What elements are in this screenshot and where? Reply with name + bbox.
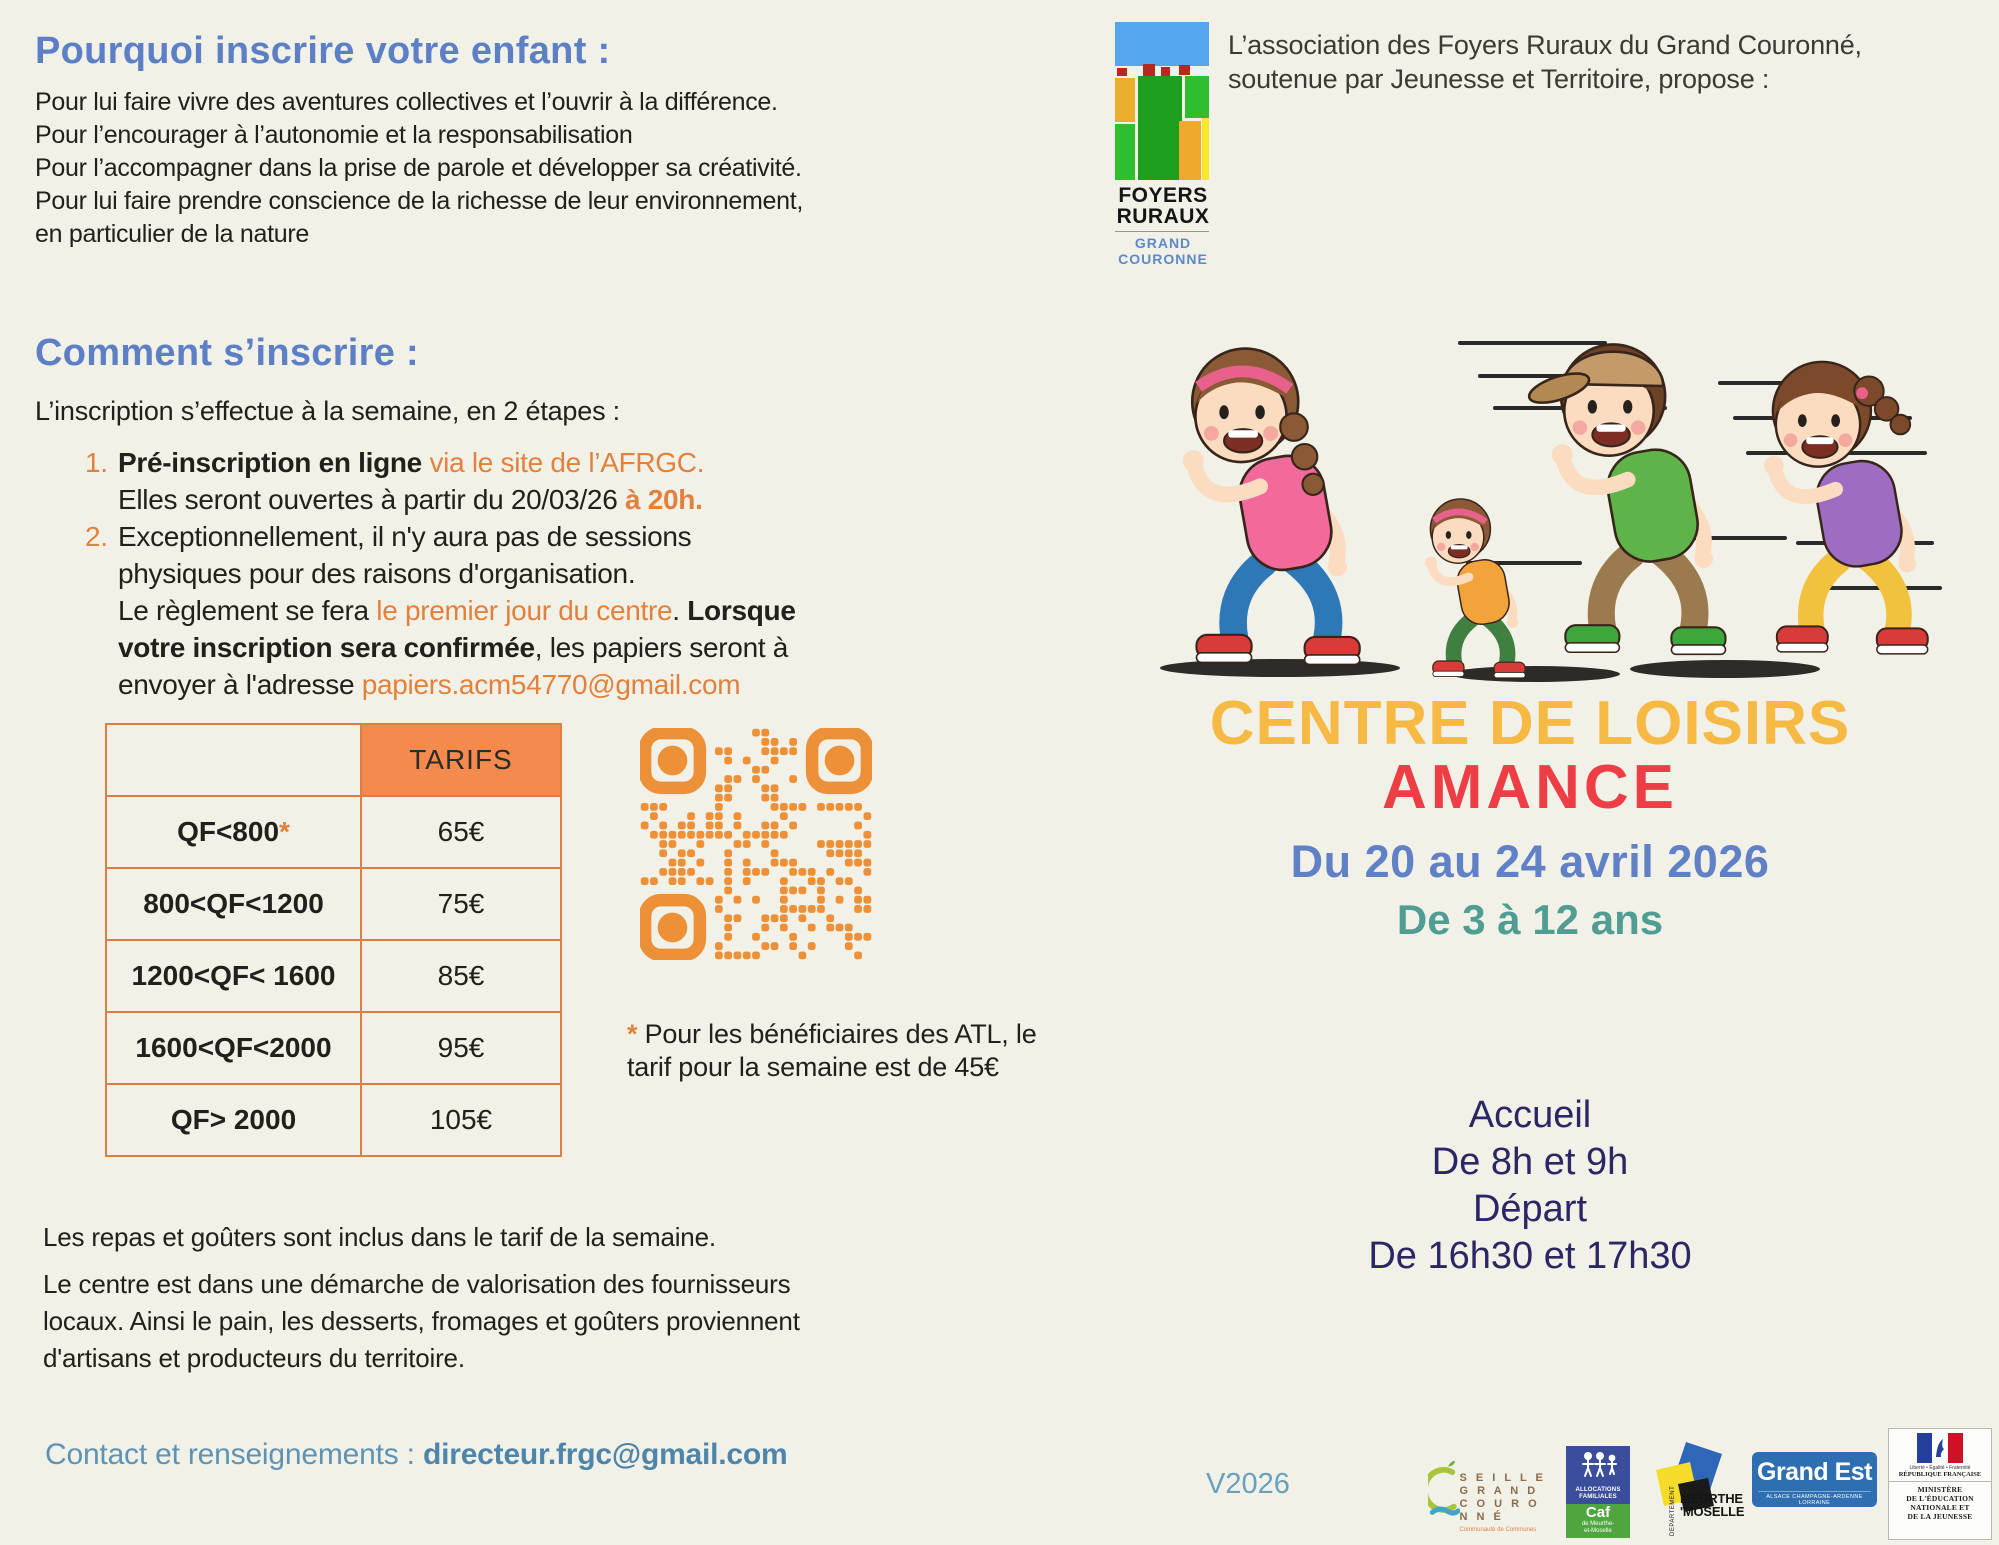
step-2-line5-pre: envoyer à l'adresse — [118, 669, 362, 700]
schedule-line: De 16h30 et 17h30 — [1368, 1235, 1692, 1277]
qf-range: 800<QF<1200 — [106, 868, 361, 940]
atl-note-line2: tarif pour la semaine est de 45€ — [627, 1052, 999, 1082]
seille-subtext: Communauté de Communes — [1459, 1527, 1537, 1533]
association-intro — [1228, 28, 1862, 96]
table-corner-cell — [106, 724, 361, 796]
table-row — [106, 940, 561, 1012]
ministere-education-logo — [1888, 1428, 1992, 1540]
caf-dept-line: et-Moselle — [1584, 1528, 1612, 1534]
table-header-row — [106, 724, 561, 796]
seille-logo-mark — [1428, 1446, 1460, 1540]
tariff-table — [105, 723, 562, 1157]
step-1-number: 1. — [85, 447, 108, 478]
association-intro-line: L’association des Foyers Ruraux du Grand Couronné, — [1228, 30, 1862, 60]
step-2-line3-dot: . — [672, 595, 688, 626]
running-children-illustration — [1080, 288, 1965, 688]
why-line: Pour l’accompagner dans la prise de parole et développer sa créativité. — [35, 154, 802, 182]
logo-field-patch — [1179, 121, 1201, 180]
step-2-line4-bold: votre inscription sera confirmée — [118, 632, 535, 663]
step-2-line2: physiques pour des raisons d'organisation. — [118, 558, 636, 589]
age-range: De 3 à 12 ans — [1396, 896, 1664, 943]
qr-code — [640, 728, 872, 960]
seille-text-line: C O U R O N N É — [1459, 1498, 1540, 1523]
tariff-value: 95€ — [361, 1012, 561, 1084]
caf-family-pictogram — [1566, 1450, 1630, 1484]
logo-field-patch — [1115, 78, 1135, 122]
logo-text-ruraux: RURAUX — [1116, 205, 1210, 228]
logo-house-patch — [1179, 65, 1190, 75]
grand-est-label: Grand Est — [1757, 1458, 1872, 1486]
qf-range: QF> 2000 — [106, 1084, 361, 1156]
step-1-line2: Elles seront ouvertes à partir du 20/03/26 — [118, 484, 625, 515]
mm-departement-label: DÉPARTEMENT — [1670, 1485, 1676, 1536]
contact-label: Contact et renseignements : — [45, 1438, 423, 1471]
table-row — [106, 1084, 561, 1156]
grand-est-sublabel: ALSACE CHAMPAGNE-ARDENNE LORRAINE — [1758, 1491, 1871, 1506]
logo-field-patch — [1138, 76, 1182, 180]
schedule-line: De 8h et 9h — [1431, 1141, 1629, 1183]
step-2-line3-highlight: le premier jour du centre — [376, 595, 673, 626]
qf-range: 1600<QF<2000 — [106, 1012, 361, 1084]
ministere-line: MINISTÈRE — [1917, 1485, 1963, 1494]
contact-line — [45, 1438, 788, 1472]
tariff-value: 75€ — [361, 868, 561, 940]
kid-boy-cap — [1526, 344, 1726, 654]
step-1-bold: Pré-inscription en ligne — [118, 447, 422, 478]
step-2-line4-rest: , les papiers seront à — [534, 632, 789, 663]
logo-field-patch — [1202, 118, 1209, 180]
meurthe-moselle-logo — [1644, 1440, 1744, 1544]
logo-text-foyers: FOYERS — [1118, 184, 1208, 207]
local-note-line: locaux. Ainsi le pain, les desserts, fromages et goûters proviennent — [43, 1306, 800, 1336]
logo-field-patch — [1185, 76, 1209, 118]
registration-steps — [85, 444, 965, 703]
version-label: V2026 — [1206, 1468, 1290, 1500]
logo-divider — [1115, 231, 1209, 232]
logo-sky-patch — [1115, 22, 1209, 66]
logo-text-grand: GRAND — [1134, 235, 1192, 251]
local-note-line: d'artisans et producteurs du territoire. — [43, 1343, 465, 1373]
event-dates: Du 20 au 24 avril 2026 — [1290, 836, 1770, 887]
center-location: AMANCE — [1381, 753, 1679, 822]
ministere-motto: Liberté • Égalité • Fraternité — [1909, 1465, 1971, 1471]
step-2-line3-bold: Lorsque — [687, 595, 796, 626]
foyers-ruraux-logo — [1113, 18, 1213, 267]
caf-main-label: Caf — [1585, 1504, 1611, 1521]
step-2-number: 2. — [85, 521, 108, 552]
logo-house-patch — [1117, 68, 1127, 76]
why-line: Pour lui faire prendre conscience de la richesse de leur environnement, — [35, 187, 804, 215]
french-flag-icon — [1889, 1433, 1991, 1463]
step-1-text — [118, 444, 704, 518]
table-row — [106, 868, 561, 940]
caf-top-label: ALLOCATIONS FAMILIALES — [1575, 1487, 1621, 1500]
atl-note-line1: Pour les bénéficiaires des ATL, le — [637, 1019, 1037, 1049]
mm-name-line: MEURTHE — [1680, 1491, 1743, 1506]
step-2-line3-pre: Le règlement se fera — [118, 595, 377, 626]
qf-range: 1200<QF< 1600 — [106, 940, 361, 1012]
kid-pink-girl — [1183, 349, 1360, 665]
director-email-link[interactable]: directeur.frgc@gmail.com — [422, 1438, 788, 1471]
meals-note: Les repas et goûters sont inclus dans le tarif de la semaine. — [43, 1222, 716, 1252]
schedule-line: Départ — [1472, 1188, 1588, 1230]
seille-text-line: G R A N D — [1459, 1485, 1539, 1497]
step-2-text — [118, 518, 796, 703]
ministere-line: DE LA JEUNESSE — [1907, 1512, 1973, 1521]
table-row — [106, 1012, 561, 1084]
why-line: en particulier de la nature — [35, 220, 310, 248]
republique-francaise-label: RÉPUBLIQUE FRANÇAISE — [1898, 1471, 1982, 1478]
logo-house-patch — [1143, 64, 1155, 76]
association-intro-line: soutenue par Jeunesse et Territoire, propose : — [1228, 64, 1770, 94]
kid-purple-girl — [1764, 362, 1928, 654]
schedule-block — [1150, 1092, 1910, 1280]
step-1-time: à 20h. — [624, 484, 703, 515]
tariff-value: 65€ — [361, 796, 561, 868]
table-row — [106, 796, 561, 868]
tariff-value: 85€ — [361, 940, 561, 1012]
atl-note — [627, 1018, 1037, 1084]
step-2-line1: Exceptionnellement, il n'y aura pas de sessions — [118, 521, 692, 552]
caf-logo — [1566, 1446, 1630, 1540]
kid-small-girl — [1425, 499, 1525, 678]
schedule-line: Accueil — [1468, 1094, 1592, 1136]
step-1 — [85, 444, 965, 518]
logo-house-patch — [1161, 67, 1170, 76]
table-header-tarifs: TARIFS — [361, 724, 561, 796]
step-1-site-ref: via le site de l’AFRGC. — [421, 447, 705, 478]
why-section-text — [35, 86, 803, 251]
atl-asterisk: * — [279, 816, 290, 847]
ground-shadows — [1160, 659, 1820, 682]
logo-field-patch — [1115, 124, 1135, 180]
tariff-value: 105€ — [361, 1084, 561, 1156]
seille-text-line: S E I L L E — [1459, 1472, 1546, 1484]
local-suppliers-note — [43, 1266, 800, 1377]
logo-text-couronne: COURONNE — [1118, 251, 1208, 267]
center-title: CENTRE DE LOISIRS — [1209, 689, 1851, 758]
qf-range: QF<800 — [177, 816, 280, 847]
seille-grand-couronne-logo — [1428, 1446, 1553, 1540]
ministere-line: NATIONALE ET — [1910, 1503, 1970, 1512]
how-section-title: Comment s’inscrire : — [35, 332, 419, 374]
caf-dept-line: de Meurthe- — [1581, 1521, 1615, 1527]
step-2 — [85, 518, 965, 703]
local-note-line: Le centre est dans une démarche de valorisation des fournisseurs — [43, 1269, 791, 1299]
why-line: Pour l’encourager à l’autonomie et la responsabilisation — [35, 121, 633, 149]
mm-name-line: 'MOSELLE — [1680, 1504, 1745, 1519]
papers-email-link[interactable]: papiers.acm54770@gmail.com — [361, 669, 741, 700]
why-line: Pour lui faire vivre des aventures collectives et l’ouvrir à la différence. — [35, 88, 778, 116]
how-section-intro: L’inscription s’effectue à la semaine, en 2 étapes : — [35, 396, 620, 426]
ministere-line: DE L'ÉDUCATION — [1906, 1494, 1974, 1503]
why-section-title: Pourquoi inscrire votre enfant : — [35, 30, 611, 72]
atl-note-asterisk: * — [627, 1019, 638, 1049]
grand-est-logo — [1752, 1452, 1877, 1507]
